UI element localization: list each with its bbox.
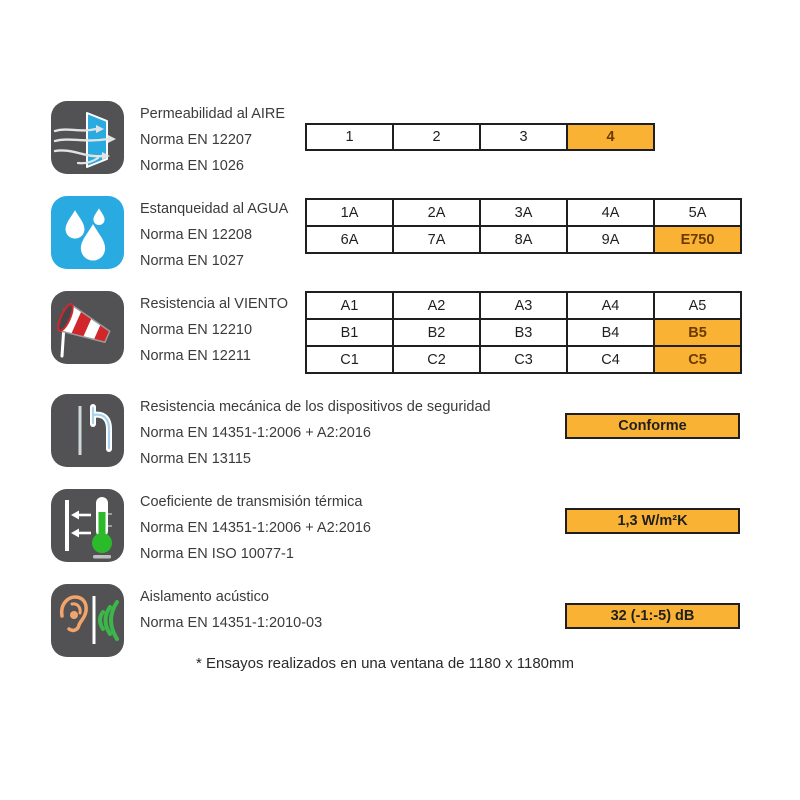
table-cell: C4	[567, 346, 654, 373]
water-drops-icon	[50, 195, 125, 270]
norm-line: Norma EN 12211	[140, 348, 251, 364]
table-cell: 4A	[567, 199, 654, 226]
table-cell: 3A	[480, 199, 567, 226]
table-cell: A4	[567, 292, 654, 319]
section-water-tightness	[0, 195, 800, 275]
table-cell-highlighted: C5	[654, 346, 741, 373]
footnote: * Ensayos realizados en una ventana de 1180 x 1180mm	[195, 655, 575, 672]
table-cell: B4	[567, 319, 654, 346]
norm-line: Norma EN 12207	[140, 132, 253, 148]
table-cell: A2	[393, 292, 480, 319]
section-title: Permeabilidad al AIRE	[140, 106, 286, 122]
table-cell: C3	[480, 346, 567, 373]
table-cell: B2	[393, 319, 480, 346]
norm-line: Norma EN 13115	[140, 451, 251, 467]
section-title: Resistencia al VIENTO	[140, 296, 289, 312]
table-cell: B1	[306, 319, 393, 346]
table-cell: C2	[393, 346, 480, 373]
water-class-table	[305, 198, 742, 254]
thermometer-icon	[50, 488, 125, 563]
table-cell: A5	[654, 292, 741, 319]
ear-acoustic-icon	[50, 583, 125, 658]
table-cell: 5A	[654, 199, 741, 226]
section-title: Resistencia mecánica de los dispositivos de seguridad	[140, 399, 491, 415]
table-cell: 1	[306, 124, 393, 150]
section-thermal-transmittance	[0, 488, 800, 568]
norm-line: Norma EN ISO 10077-1	[140, 546, 294, 562]
norm-line: Norma EN 14351-1:2006 + A2:2016	[140, 425, 371, 441]
norm-line: Norma EN 14351-1:2006 + A2:2016	[140, 520, 371, 536]
table-cell-highlighted: E750	[654, 226, 741, 253]
section-mechanical-resistance	[0, 393, 800, 473]
table-cell: C1	[306, 346, 393, 373]
table-cell-highlighted: B5	[654, 319, 741, 346]
section-title: Estanqueidad al AGUA	[140, 201, 289, 217]
table-cell: A3	[480, 292, 567, 319]
security-handle-icon	[50, 393, 125, 468]
air-class-table	[305, 123, 655, 151]
norm-line: Norma EN 14351-1:2010-03	[140, 615, 323, 631]
table-cell: B3	[480, 319, 567, 346]
section-acoustic-insulation	[0, 583, 800, 663]
table-cell: 2	[393, 124, 480, 150]
table-cell: 7A	[393, 226, 480, 253]
table-cell-highlighted: 4	[567, 124, 654, 150]
table-cell: A1	[306, 292, 393, 319]
norm-line: Norma EN 1026	[140, 158, 244, 174]
result-badge: 1,3 W/m²K	[565, 508, 740, 534]
table-cell: 3	[480, 124, 567, 150]
table-cell: 6A	[306, 226, 393, 253]
norm-line: Norma EN 12208	[140, 227, 253, 243]
windsock-icon	[50, 290, 125, 365]
table-cell: 9A	[567, 226, 654, 253]
section-air-permeability	[0, 100, 800, 180]
window-airflow-icon	[50, 100, 125, 175]
table-cell: 1A	[306, 199, 393, 226]
wind-class-table	[305, 291, 742, 374]
section-wind-resistance	[0, 290, 800, 370]
result-badge: Conforme	[565, 413, 740, 439]
section-title: Coeficiente de transmisión térmica	[140, 494, 363, 510]
result-badge: 32 (-1:-5) dB	[565, 603, 740, 629]
norm-line: Norma EN 1027	[140, 253, 244, 269]
norm-line: Norma EN 12210	[140, 322, 253, 338]
table-cell: 2A	[393, 199, 480, 226]
section-title: Aislamento acústico	[140, 589, 269, 605]
table-cell: 8A	[480, 226, 567, 253]
